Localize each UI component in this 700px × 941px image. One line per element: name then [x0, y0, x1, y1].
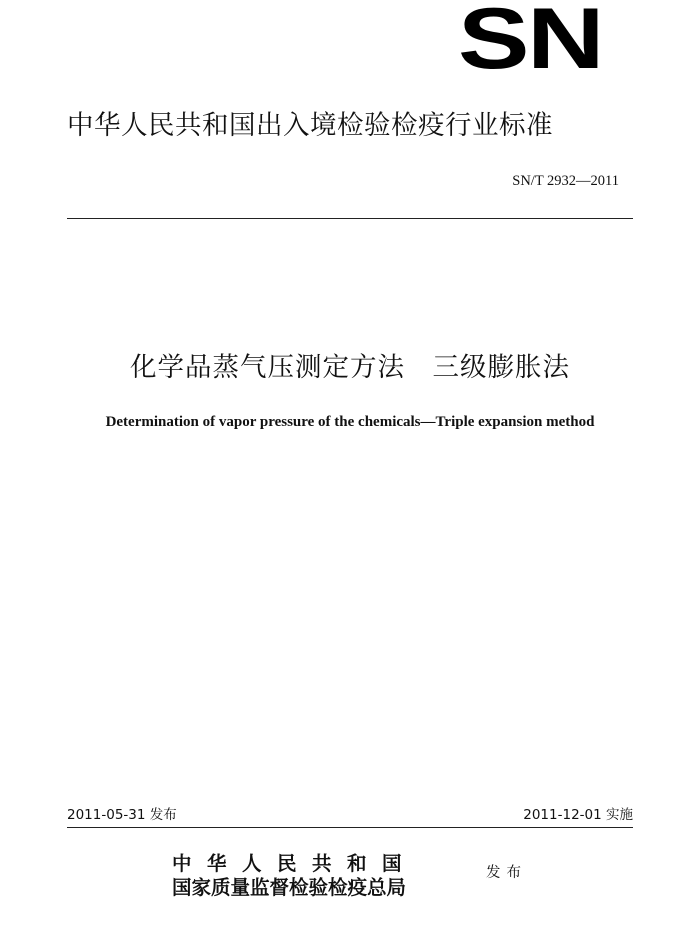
issue-date: 2011-05-31 发布	[67, 807, 177, 823]
publisher-block	[172, 852, 472, 900]
standard-category: 中华人民共和国出入境检验检疫行业标准	[67, 110, 553, 141]
sn-logo: SN	[457, 0, 603, 87]
title-english: Determination of vapor pressure of the chemicals—Triple expansion method	[105, 414, 595, 430]
top-divider	[67, 218, 633, 219]
publisher-agency: 国家质量监督检验检疫总局	[172, 876, 407, 899]
implementation-date: 2011-12-01 实施	[523, 807, 633, 823]
publish-label: 发布	[486, 865, 527, 881]
standard-number: SN/T 2932—2011	[512, 173, 619, 189]
title-chinese: 化学品蒸气压测定方法 三级膨胀法	[130, 352, 570, 383]
publisher-country: 中华人民共和国	[172, 852, 418, 875]
bottom-divider	[67, 827, 633, 828]
